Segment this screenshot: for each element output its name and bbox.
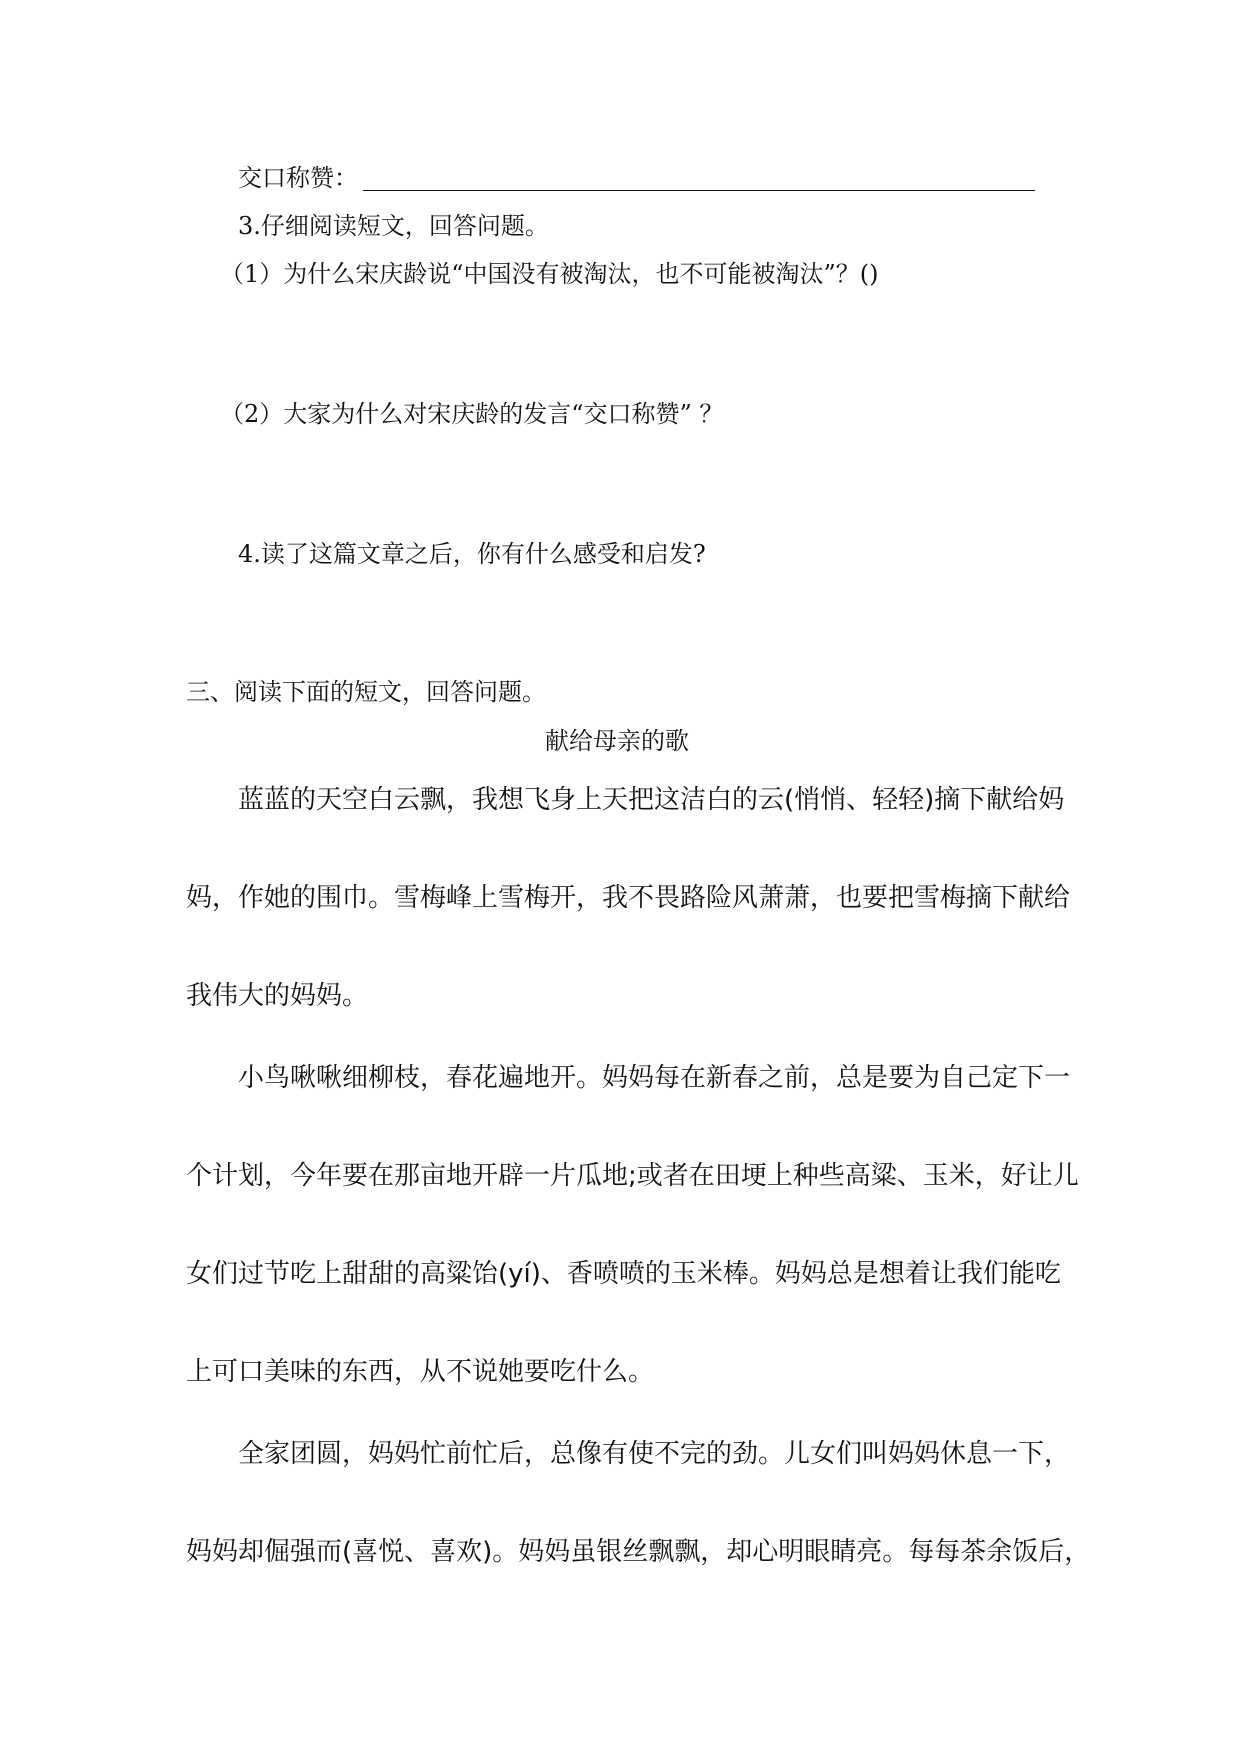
passage-line: 蓝蓝的天空白云飘，我想飞身上天把这洁白的云(悄悄、轻轻)摘下献给妈 (238, 785, 1065, 815)
question-3-2: （2）大家为什么对宋庆龄的发言“交口称赞” ？ (220, 400, 724, 428)
passage-line: 全家团圆，妈妈忙前忙后，总像有使不完的劲。儿女们叫妈妈休息一下， (238, 1439, 1071, 1469)
passage-line: 妈，作她的围巾。雪梅峰上雪梅开，我不畏路险风萧萧，也要把雪梅摘下献给 (186, 883, 1071, 913)
section-heading: 三、阅读下面的短文，回答问题。 (186, 678, 546, 706)
passage-line: 小鸟啾啾细柳枝，春花遍地开。妈妈每在新春之前，总是要为自己定下一 (238, 1063, 1071, 1093)
passage-line: 我伟大的妈妈。 (186, 981, 369, 1011)
passage-line: 女们过节吃上甜甜的高粱饴(yí)、香喷喷的玉米棒。妈妈总是想着让我们能吃 (186, 1259, 1061, 1289)
question-4: 4.读了这篇文章之后，你有什么感受和启发? (238, 540, 706, 568)
question-3: 3.仔细阅读短文，回答问题。 (238, 212, 549, 240)
praise-answer-blank[interactable] (363, 190, 1035, 191)
passage-line: 个计划，今年要在那亩地开辟一片瓜地;或者在田埂上种些高粱、玉米，好让儿 (186, 1161, 1079, 1191)
passage-title: 献给母亲的歌 (545, 727, 689, 755)
passage-line: 上可口美味的东西，从不说她要吃什么。 (186, 1357, 655, 1387)
question-3-1: （1）为什么宋庆龄说“中国没有被淘汰，也不可能被淘汰”？() (220, 260, 879, 288)
praise-label: 交口称赞： (238, 164, 358, 192)
passage-line: 妈妈却倔强而(喜悦、喜欢)。妈妈虽银丝飘飘，却心明眼睛亮。每每茶余饭后， (186, 1537, 1091, 1567)
